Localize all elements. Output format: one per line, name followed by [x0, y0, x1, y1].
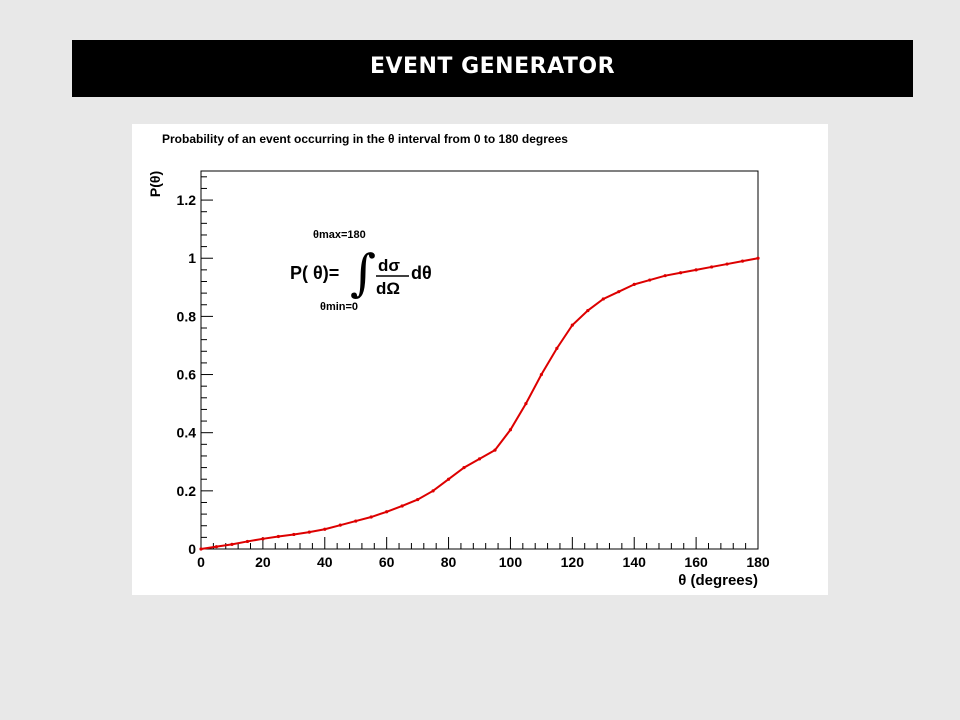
- data-point: [462, 466, 465, 469]
- y-tick-label: 0.8: [176, 308, 196, 325]
- header-banner: [72, 40, 913, 97]
- data-point: [725, 262, 728, 265]
- data-point: [524, 402, 527, 405]
- x-tick-label: 120: [560, 554, 585, 570]
- data-point: [710, 265, 713, 268]
- formula-integral-sign: ∫: [350, 244, 377, 302]
- data-point: [633, 283, 636, 286]
- data-point: [741, 260, 744, 263]
- data-point: [230, 543, 233, 546]
- data-point: [416, 498, 419, 501]
- data-point: [308, 531, 311, 534]
- data-point: [199, 547, 202, 550]
- data-point: [447, 478, 450, 481]
- data-point: [354, 519, 357, 522]
- data-point: [648, 278, 651, 281]
- page-title: EVENT GENERATOR: [369, 54, 616, 79]
- series-line: [201, 258, 758, 549]
- data-point: [602, 297, 605, 300]
- data-point: [292, 533, 295, 536]
- data-point: [617, 290, 620, 293]
- formula-lhs: P( θ)=: [290, 263, 340, 283]
- data-point: [370, 515, 373, 518]
- y-tick-label: 1.2: [176, 192, 196, 209]
- x-tick-label: 180: [746, 554, 770, 570]
- data-point: [586, 309, 589, 312]
- data-point: [215, 545, 218, 548]
- formula-upper-limit: θmax=180: [313, 229, 366, 241]
- formula-annotation: [290, 229, 432, 313]
- y-tick-labels: [177, 192, 197, 557]
- data-point: [261, 537, 264, 540]
- data-point: [339, 524, 342, 527]
- plot-frame: [201, 171, 758, 549]
- data-point: [695, 268, 698, 271]
- y-tick-label: 0.6: [176, 366, 196, 383]
- data-point: [478, 457, 481, 460]
- x-tick-label: 100: [498, 554, 523, 570]
- x-tick-label: 40: [316, 554, 333, 570]
- data-point: [540, 373, 543, 376]
- y-tick-label: 1: [188, 250, 196, 267]
- x-tick-label: 80: [440, 554, 457, 570]
- data-point: [679, 271, 682, 274]
- chart-panel: [132, 124, 828, 595]
- data-point: [246, 540, 249, 543]
- y-tick-label: 0.2: [176, 482, 196, 499]
- formula-denominator: dΩ: [376, 279, 401, 298]
- data-point: [509, 428, 512, 431]
- data-point: [401, 504, 404, 507]
- series-group: [199, 257, 759, 551]
- x-tick-label: 160: [684, 554, 708, 570]
- x-tick-label: 0: [197, 554, 205, 570]
- data-point: [431, 489, 434, 492]
- data-point: [277, 535, 280, 538]
- y-tick-label: 0: [188, 541, 196, 557]
- axis-ticks: [201, 177, 758, 549]
- formula-lower-limit: θmin=0: [320, 301, 359, 313]
- chart-svg: [132, 124, 828, 595]
- formula-differential: dθ: [411, 263, 432, 283]
- x-tick-label: 140: [622, 554, 646, 570]
- y-tick-label: 0.4: [176, 424, 196, 441]
- data-point: [493, 449, 496, 452]
- data-point: [571, 324, 574, 327]
- data-point: [555, 347, 558, 350]
- x-tick-labels: [197, 554, 770, 570]
- x-axis-label: θ (degrees): [678, 572, 758, 589]
- data-point: [756, 257, 759, 260]
- data-point: [385, 510, 388, 513]
- chart-title: Probability of an event occurring in the θ interval from 0 to 180 degrees: [162, 132, 568, 146]
- y-axis-label: P(θ): [147, 170, 163, 198]
- x-tick-label: 60: [378, 554, 395, 570]
- x-tick-label: 20: [255, 554, 271, 570]
- data-point: [323, 528, 326, 531]
- data-point: [664, 274, 667, 277]
- formula-numerator: dσ: [378, 256, 401, 275]
